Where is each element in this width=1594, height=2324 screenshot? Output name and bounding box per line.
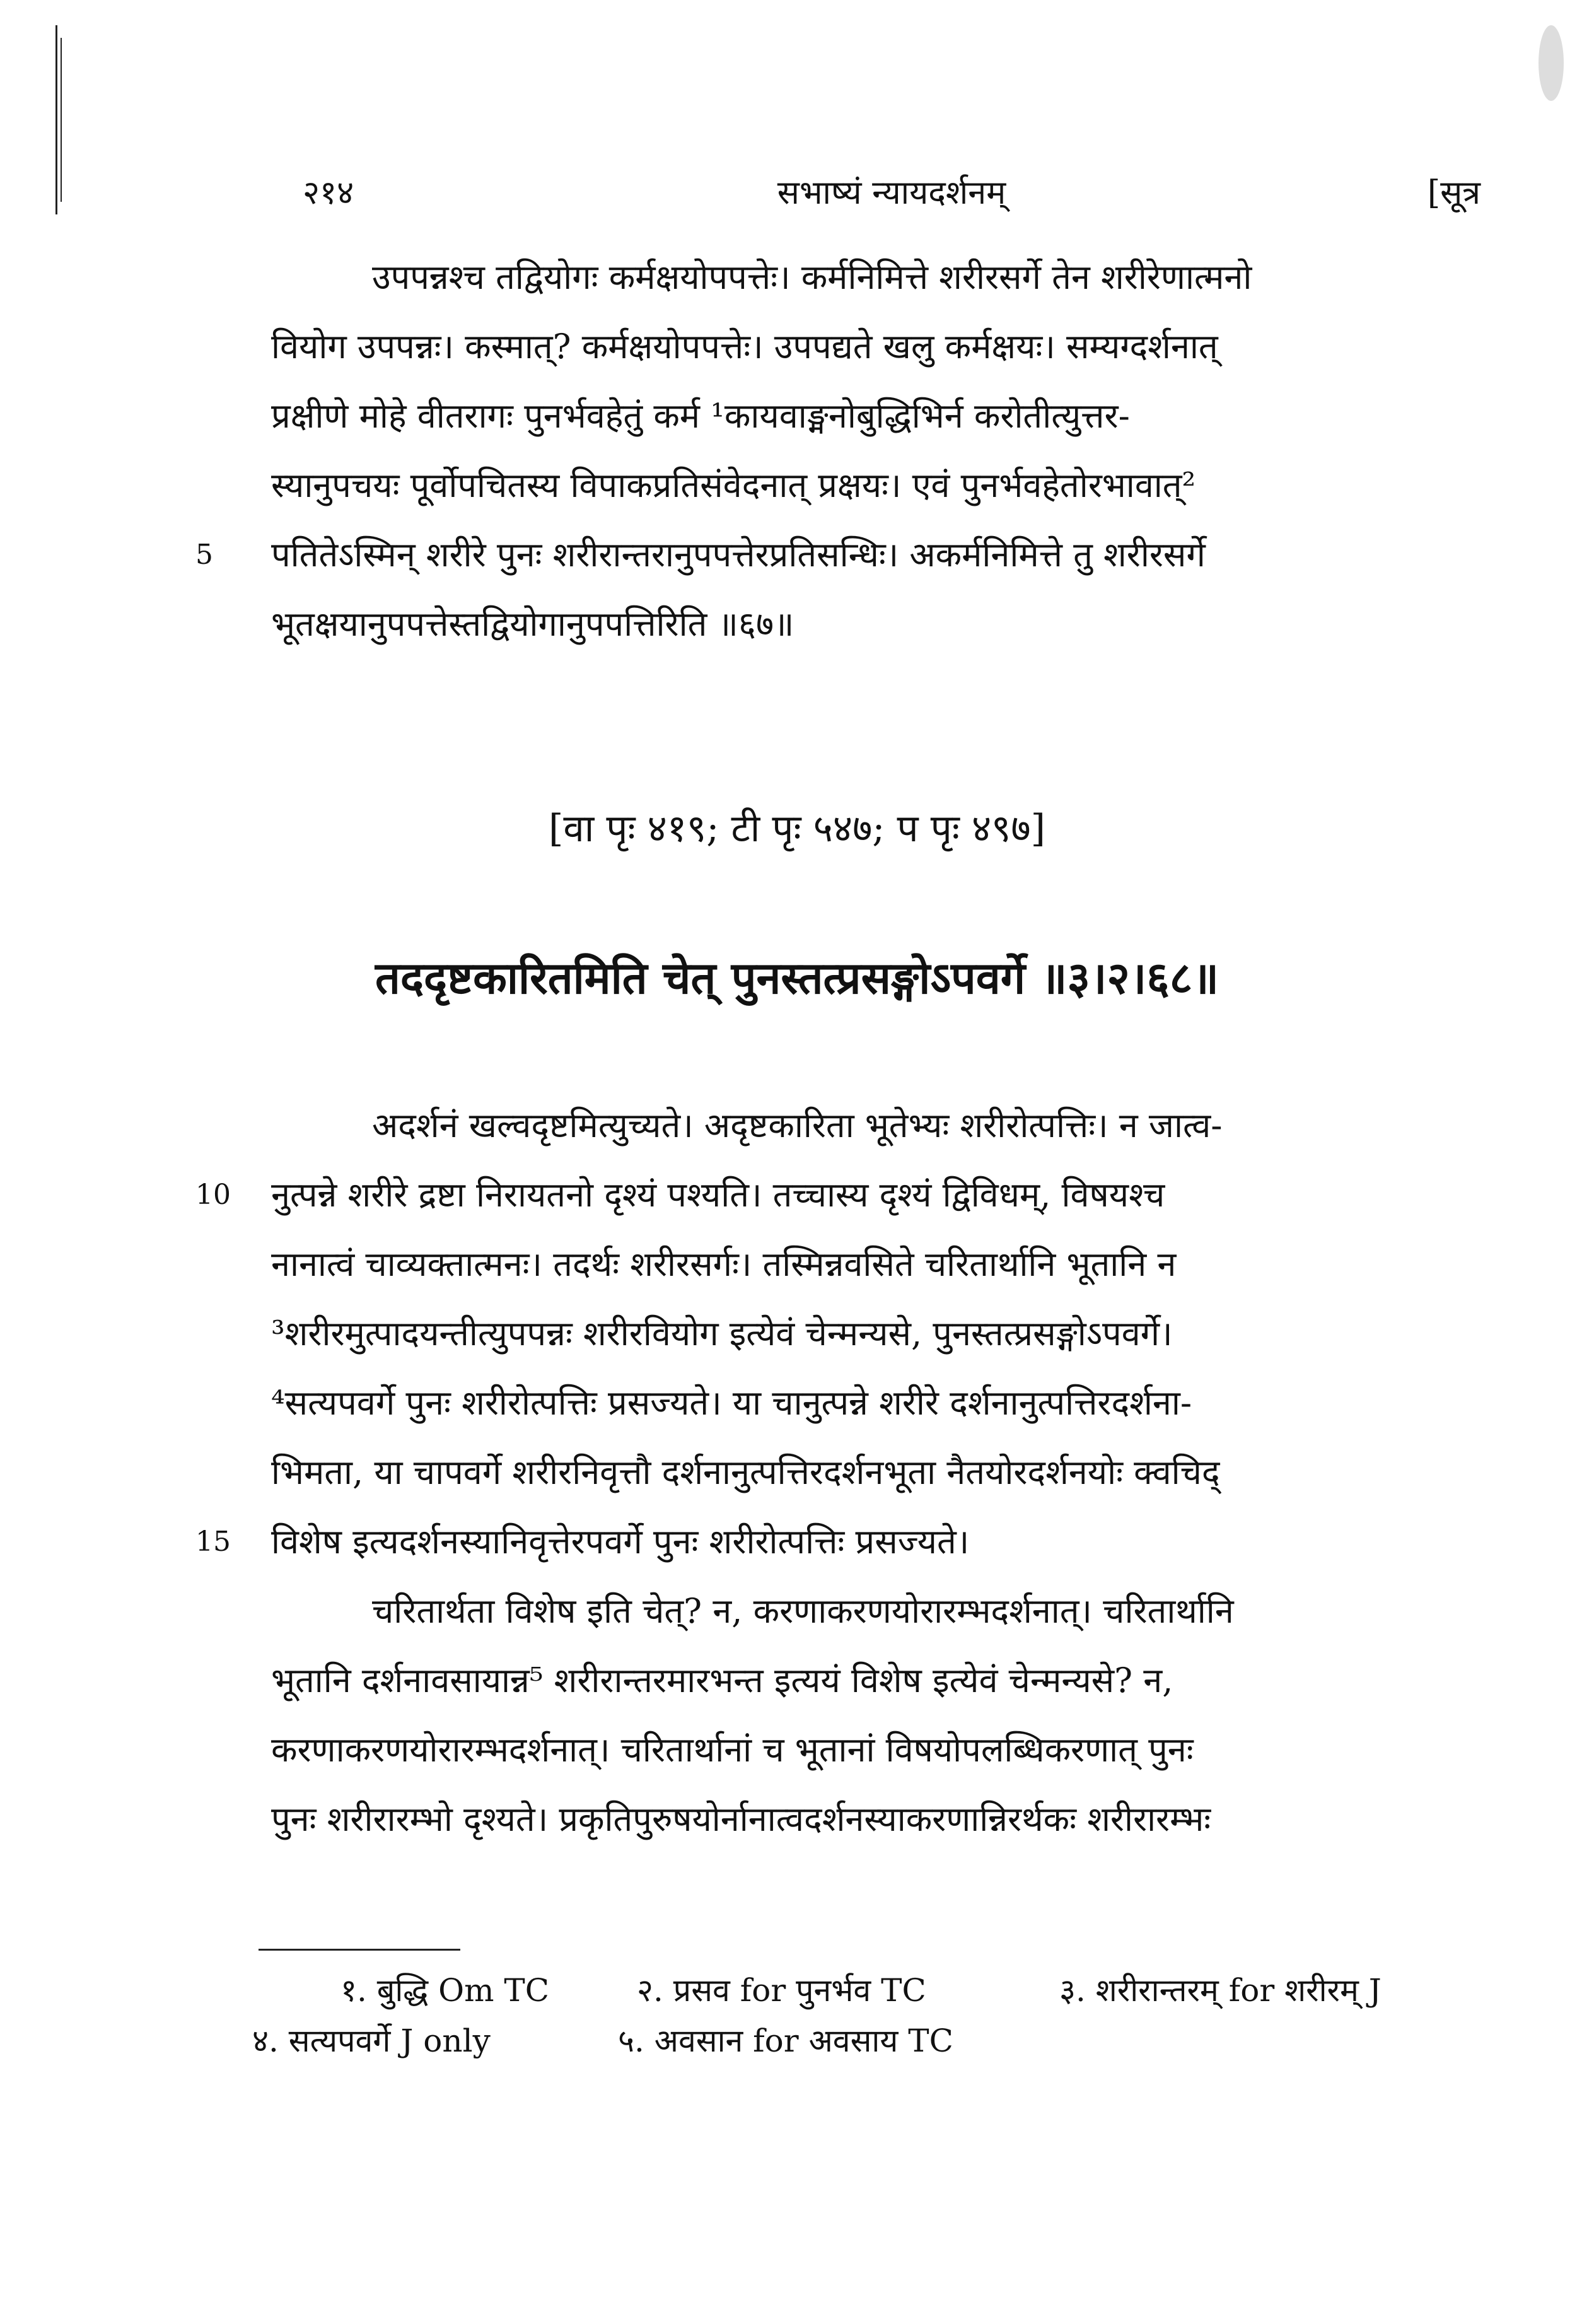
text-line: ⁴सत्यपवर्गे पुनः शरीरोत्पत्तिः प्रसज्यते। या चानुत्पन्ने शरीरे दर्शनानुत्पत्तिरदर्शना- — [271, 1383, 1192, 1423]
page-header — [303, 169, 1481, 219]
line-number: 15 — [195, 1526, 231, 1558]
footnote-3: ३. शरीरान्तरम् for शरीरम् J — [1059, 1972, 1382, 2009]
text-line: स्यानुपचयः पूर्वोपचितस्य विपाकप्रतिसंवेदनात् प्रक्षयः। एवं पुनर्भवहेतोरभावात्² — [271, 465, 1196, 505]
paragraph-2 — [195, 1091, 1463, 1577]
text-line: पुनः शरीरारम्भो दृश्यते। प्रकृतिपुरुषयोर्नानात्वदर्शनस्याकरणान्निरर्थकः शरीरारम्भः — [271, 1799, 1211, 1839]
text-line: ³शरीरमुत्पादयन्तीत्युपपन्नः शरीरवियोग इत्येवं चेन्मन्यसे, पुनस्तत्प्रसङ्गोऽपवर्गे। — [271, 1314, 1173, 1353]
section-marker: [सूत्र — [1427, 174, 1481, 212]
line-number: 10 — [195, 1179, 231, 1211]
footnote-4: ४. सत्यपवर्गे J only — [252, 2023, 491, 2059]
running-title: सभाष्यं न्यायदर्शनम् — [777, 174, 1006, 212]
text-line: करणाकरणयोरारम्भदर्शनात्। चरितार्थानां च भूतानां विषयोपलब्धिकरणात् पुनः — [271, 1730, 1194, 1770]
footnote-1: १. बुद्धि Om TC — [340, 1972, 550, 2009]
text-line: भिमता, या चापवर्गे शरीरनिवृत्तौ दर्शनानुत्पत्तिरदर्शनभूता नैतयोरदर्शनयोः क्वचिद् — [271, 1452, 1220, 1492]
footnote-2: २. प्रसव for पुनर्भव TC — [637, 1972, 926, 2009]
text-line: प्रक्षीणे मोहे वीतरागः पुनर्भवहेतुं कर्म ¹कायवाङ्मनोबुद्धिभिर्न करोतीत्युत्तर- — [271, 396, 1130, 436]
scan-speck — [1539, 25, 1564, 101]
page-number: २१४ — [303, 174, 354, 212]
commentary-references: [वा पृः ४१९; टी पृः ५४७; प पृः ४९७] — [549, 807, 1045, 851]
text-line: अदर्शनं खल्वदृष्टमित्युच्यते। अदृष्टकारिता भूतेभ्यः शरीरोत्पत्तिः। न जात्व- — [372, 1106, 1223, 1145]
text-line: भूतानि दर्शनावसायान्न⁵ शरीरान्तरमारभन्त इत्ययं विशेष इत्येवं चेन्मन्यसे? न, — [271, 1661, 1173, 1700]
text-line: नानात्वं चाव्यक्तात्मनः। तदर्थः शरीरसर्गः। तस्मिन्नवसिते चरितार्थानि भूतानि न — [271, 1244, 1177, 1284]
text-line: उपपन्नश्च तद्वियोगः कर्मक्षयोपपत्तेः। कर्मनिमित्ते शरीरसर्गे तेन शरीरेणात्मनो — [372, 257, 1252, 297]
text-line: भूतक्षयानुपपत्तेस्तद्वियोगानुपपत्तिरिति ॥६७॥ — [271, 604, 794, 644]
footnote-rule — [259, 1949, 460, 1951]
footnote-5: ५. अवसान for अवसाय TC — [618, 2023, 953, 2059]
paragraph-1 — [195, 243, 1463, 659]
text-line: 5 पतितेऽस्मिन् शरीरे पुनः शरीरान्तरानुपपत्तेरप्रतिसन्धिः। अकर्मनिमित्ते तु शरीरसर्गे — [271, 520, 1463, 590]
paragraph-3 — [271, 1577, 1463, 1854]
line-number: 5 — [195, 539, 213, 571]
scan-edge-line — [61, 38, 62, 202]
text-line: 15 विशेष इत्यदर्शनस्यानिवृत्तेरपवर्गे पुनः शरीरोत्पत्तिः प्रसज्यते। — [271, 1507, 1463, 1577]
text-line: 10 नुत्पन्ने शरीरे द्रष्टा निरायतनो दृश्यं पश्यति। तच्चास्य दृश्यं द्विविधम्, विषयश्च — [271, 1160, 1463, 1230]
text-line: चरितार्थता विशेष इति चेत्? न, करणाकरणयोरारम्भदर्शनात्। चरितार्थानि — [372, 1591, 1234, 1631]
scan-edge-line — [55, 25, 57, 214]
text-line: वियोग उपपन्नः। कस्मात्? कर्मक्षयोपपत्तेः। उपपद्यते खलु कर्मक्षयः। सम्यग्दर्शनात् — [271, 327, 1218, 366]
sutra-heading: तददृष्टकारितमिति चेत् पुनस्तत्प्रसङ्गोऽपवर्गे ॥३।२।६८॥ — [375, 952, 1219, 1004]
